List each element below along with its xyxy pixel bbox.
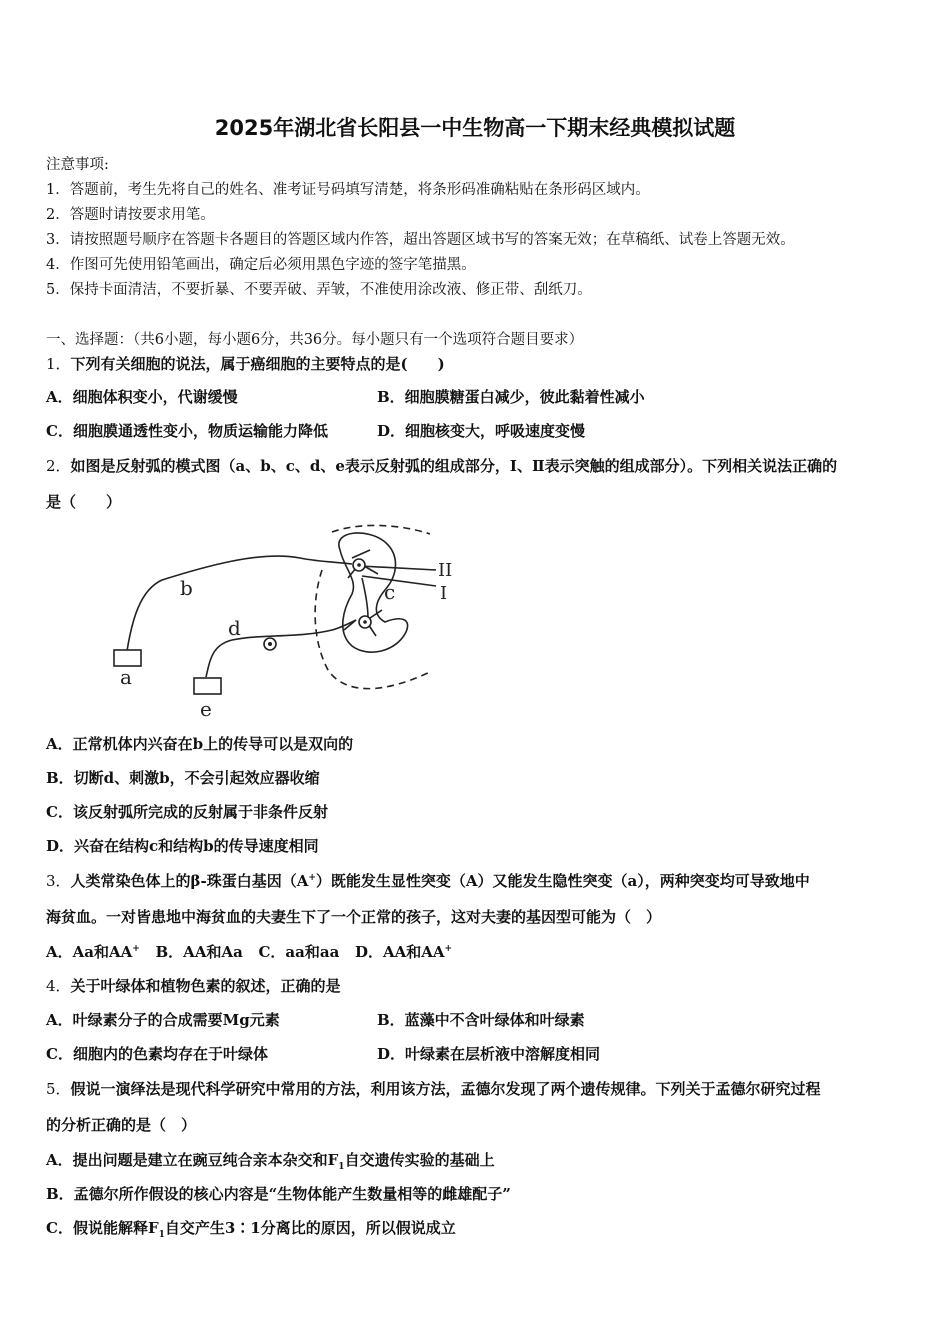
notice-item-4: 4．作图可先使用铅笔画出，确定后必须用黑色字迹的签字笔描黑。 bbox=[46, 257, 476, 273]
reflex-arc-diagram bbox=[100, 520, 480, 720]
question-1-option-b: B．细胞膜糖蛋白减少，彼此黏着性减小 bbox=[377, 388, 645, 406]
section-heading: 一、选择题：（共6小题，每小题6分，共36分。每小题只有一个选项符合题目要求） bbox=[46, 332, 584, 348]
question-2-stem-line-2: 是（ ） bbox=[46, 493, 122, 511]
question-5-stem-line-2: 的分析正确的是（ ） bbox=[46, 1116, 197, 1134]
label-b: b bbox=[180, 576, 193, 600]
question-4-number: 4． bbox=[46, 977, 71, 995]
notice-heading: 注意事项: bbox=[46, 157, 109, 173]
question-3-option-d: D．AA和AA+ bbox=[354, 943, 453, 961]
question-3-option-a: A．Aa和AA+ bbox=[46, 943, 140, 961]
question-1-option-d: D．细胞核变大，呼吸速度变慢 bbox=[377, 422, 586, 440]
notice-item-1: 1．答题前，考生先将自己的姓名、准考证号码填写清楚，将条形码准确粘贴在条形码区域内。 bbox=[46, 182, 650, 198]
question-1-stem bbox=[46, 353, 445, 374]
interneuron-c bbox=[362, 578, 368, 618]
question-2-stem-line-1 bbox=[46, 455, 837, 476]
label-I: I bbox=[440, 583, 448, 604]
label-c: c bbox=[384, 580, 396, 604]
label-e: e bbox=[200, 697, 212, 720]
question-5-option-a: A．提出问题是建立在豌豆纯合亲本杂交和$F_1$自交遗传实验的基础上 bbox=[46, 1151, 495, 1172]
question-5-number: 5． bbox=[46, 1080, 71, 1098]
label-a: a bbox=[120, 665, 132, 689]
notice-item-3: 3．请按照题号顺序在答题卡各题目的答题区域内作答，超出答题区域书写的答案无效；在草稿纸、试卷上答题无效。 bbox=[46, 232, 795, 248]
question-3-option-c: C．aa和aa bbox=[258, 943, 340, 961]
page-title: 2025年湖北省长阳县一中生物高一下期末经典模拟试题 bbox=[214, 116, 736, 140]
grey-matter-outline bbox=[339, 533, 408, 652]
question-3-options bbox=[46, 941, 452, 962]
effector-e-box bbox=[194, 678, 221, 694]
question-4-option-b: B．蓝藻中不含叶绿体和叶绿素 bbox=[377, 1011, 585, 1029]
question-1-number: 1． bbox=[46, 355, 71, 373]
question-2-option-b: B．切断d、刺激b，不会引起效应器收缩 bbox=[46, 769, 320, 787]
notice-item-5: 5．保持卡面清洁，不要折暴、不要弄破、弄皱，不准使用涂改液、修正带、刮纸刀。 bbox=[46, 282, 592, 298]
question-4-stem: 4．关于叶绿体和植物色素的叙述，正确的是 bbox=[46, 977, 341, 995]
question-3-stem-line-1: 3．人类常染色体上的β-珠蛋白基因（A+）既能发生显性突变（A）又能发生隐性突变（a），两种突变均可导致地中 bbox=[46, 872, 810, 890]
question-1-text: 下列有关细胞的说法，属于癌细胞的主要特点的是( ) bbox=[70, 355, 445, 373]
question-2-option-c: C．该反射弧所完成的反射属于非条件反射 bbox=[46, 803, 328, 821]
label-d: d bbox=[228, 616, 241, 640]
receptor-a-box bbox=[114, 650, 141, 666]
question-2-option-d: D．兴奋在结构c和结构b的传导速度相同 bbox=[46, 837, 319, 855]
question-4-option-c: C．细胞内的色素均存在于叶绿体 bbox=[46, 1045, 268, 1063]
question-4-option-d: D．叶绿素在层析液中溶解度相同 bbox=[377, 1045, 601, 1063]
label-II: II bbox=[438, 560, 453, 581]
spinal-cord-outline bbox=[332, 525, 430, 534]
question-4-option-a: A．叶绿素分子的合成需要Mg元素 bbox=[46, 1011, 280, 1029]
question-3-stem-line-2: 海贫血。一对皆患地中海贫血的夫妻生下了一个正常的孩子，这对夫妻的基因型可能为（ ） bbox=[46, 908, 662, 926]
notice-item-2: 2．答题时请按要求用笔。 bbox=[46, 207, 215, 223]
question-5-stem-line-1: 5．假说一演绎法是现代科学研究中常用的方法，利用该方法，孟德尔发现了两个遗传规律。下列关于孟德尔研究过程 bbox=[46, 1080, 821, 1098]
question-2-option-a: A．正常机体内兴奋在b上的传导可以是双向的 bbox=[46, 735, 354, 753]
question-1-option-c: C．细胞膜通透性变小，物质运输能力降低 bbox=[46, 422, 328, 440]
question-2-number: 2． bbox=[46, 457, 71, 475]
question-1-option-a: A．细胞体积变小，代谢缓慢 bbox=[46, 388, 238, 406]
question-5-option-c: C．假说能解释$F_1$自交产生3∶1分离比的原因，所以假说成立 bbox=[46, 1219, 456, 1240]
question-5-option-b: B．孟德尔所作假设的核心内容是“生物体能产生数量相等的雌雄配子” bbox=[46, 1185, 511, 1203]
question-2-text-1: 如图是反射弧的模式图（a、b、c、d、e表示反射弧的组成部分，Ⅰ、Ⅱ表示突触的组成部分）。下列相关说法正确的 bbox=[70, 457, 838, 475]
question-3-number: 3． bbox=[46, 872, 71, 890]
question-3-option-b: B．AA和Aa bbox=[155, 943, 243, 961]
